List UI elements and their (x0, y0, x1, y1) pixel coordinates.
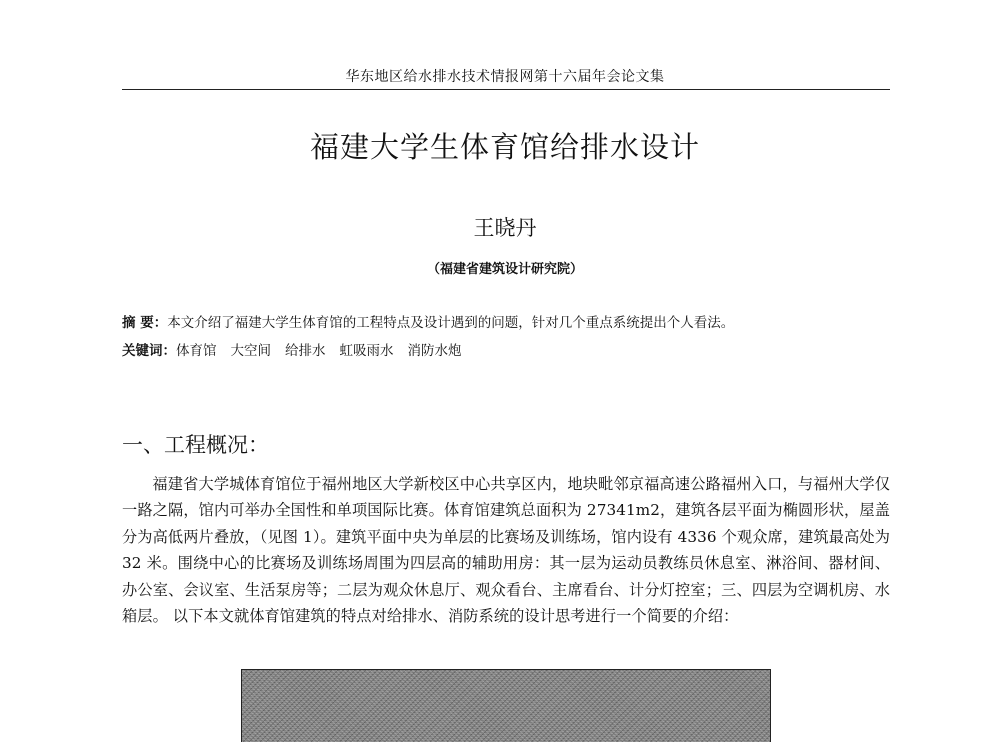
abstract-text: 本文介绍了福建大学生体育馆的工程特点及设计遇到的问题，针对几个重点系统提出个人看法。 (167, 315, 735, 331)
paper-title: 福建大学生体育馆给排水设计 (309, 130, 700, 164)
figure-1-photo (241, 669, 771, 742)
body-paragraph: 福建省大学城体育馆位于福州地区大学新校区中心共享区内，地块毗邻京福高速公路福州入口，与福州大学仅一路之隔，馆内可举办全国性和单项国际比赛。体育馆建筑总面积为 27341m2，建筑各层平面为椭圆形状，屋盖分为高低两片叠放，（见图 1）。建筑平面中央为单层的比赛场及训练场，馆内设有 4336 个观众席，建筑最高处为 32 米。围绕中心的比赛场及训练场周围为四层高的辅助用房：其一层为运动员教练员休息室、淋浴间、器材间、办公室、会议室、生活泵房等；二层为观众休息厅、观众看台、主席看台、计分灯控室；三、四层为空调机房、水箱层。 以下本文就体育馆建筑的特点对给排水、消防系统的设计思考进行一个简要的介绍： (122, 475, 890, 626)
keyword: 消防水炮 (407, 343, 462, 359)
running-header: 华东地区给水排水技术情报网第十六届年会论文集 (345, 69, 665, 85)
author-affiliation: （福建省建筑设计研究院） (426, 262, 583, 277)
keywords (122, 341, 890, 361)
keyword: 体育馆 (176, 343, 217, 359)
author-name: 王晓丹 (473, 216, 537, 240)
abstract-label: 摘 要： (122, 315, 168, 331)
header-rule (122, 89, 890, 90)
abstract (122, 313, 890, 333)
keyword: 虹吸雨水 (339, 343, 394, 359)
keyword: 给排水 (285, 343, 326, 359)
section-heading: 一、工程概况： (122, 433, 269, 457)
keywords-label: 关键词： (122, 343, 176, 359)
keyword: 大空间 (230, 343, 271, 359)
